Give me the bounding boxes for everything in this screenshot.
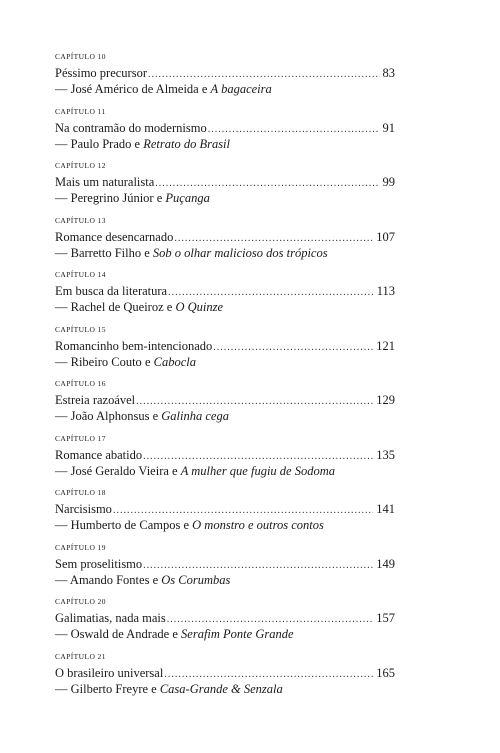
chapter-title: O brasileiro universal bbox=[55, 665, 164, 680]
toc-entry bbox=[55, 434, 395, 489]
author-name: — Oswald de Andrade bbox=[55, 627, 170, 641]
page-number: 129 bbox=[376, 393, 395, 407]
chapter-title-line bbox=[55, 120, 395, 136]
chapter-subtitle bbox=[55, 626, 395, 642]
page-number: 157 bbox=[376, 611, 395, 625]
chapter-title-line bbox=[55, 447, 395, 463]
dot-leader bbox=[213, 340, 373, 356]
chapter-subtitle bbox=[55, 81, 395, 97]
chapter-title: Sem proselitismo bbox=[55, 556, 143, 571]
chapter-subtitle bbox=[55, 681, 395, 697]
work-title: Os Corumbas bbox=[161, 572, 231, 587]
chapter-title: Mais um naturalista bbox=[55, 175, 155, 189]
page-number: 149 bbox=[376, 556, 395, 571]
chapter-number: CAPÍTULO 13 bbox=[55, 215, 106, 225]
chapter-subtitle bbox=[55, 517, 395, 533]
dot-leader bbox=[208, 122, 380, 138]
chapter-number: CAPÍTULO 17 bbox=[55, 433, 106, 443]
toc-entry bbox=[55, 325, 395, 380]
chapter-number: CAPÍTULO 10 bbox=[55, 52, 106, 61]
table-of-contents bbox=[55, 52, 395, 706]
author-name: — Ribeiro Couto bbox=[55, 354, 142, 369]
chapter-number: CAPÍTULO 14 bbox=[55, 270, 106, 279]
toc-entry bbox=[55, 543, 395, 598]
page-number: 165 bbox=[376, 665, 395, 680]
author-name: — Rachel de Queiroz bbox=[55, 300, 164, 314]
work-title: Serafim Ponte Grande bbox=[181, 627, 294, 641]
chapter-title-line bbox=[55, 665, 395, 681]
toc-entry bbox=[55, 270, 395, 325]
chapter-title-line bbox=[55, 65, 395, 81]
work-title: Cabocla bbox=[153, 354, 196, 369]
chapter-number: CAPÍTULO 18 bbox=[55, 488, 106, 497]
conjunction: e bbox=[144, 245, 150, 260]
toc-entry bbox=[55, 107, 395, 162]
author-name: — Barretto Filho bbox=[55, 245, 142, 260]
chapter-title: Romance desencarnado bbox=[55, 229, 174, 244]
chapter-subtitle bbox=[55, 463, 395, 479]
chapter-title-line bbox=[55, 392, 395, 408]
chapter-subtitle bbox=[55, 408, 395, 424]
work-title: Galinha cega bbox=[161, 409, 229, 423]
page-number: 91 bbox=[382, 120, 395, 135]
work-title: Retrato do Brasil bbox=[143, 136, 231, 151]
chapter-title-line bbox=[55, 556, 395, 572]
chapter-title-line bbox=[55, 338, 395, 354]
page-number: 121 bbox=[376, 338, 395, 353]
conjunction: e bbox=[172, 463, 178, 478]
author-name: — Amando Fontes bbox=[55, 572, 150, 587]
chapter-title-line bbox=[55, 501, 395, 517]
work-title: O monstro e outros contos bbox=[192, 518, 324, 532]
author-name: — João Alphonsus bbox=[55, 409, 150, 423]
conjunction: e bbox=[201, 82, 208, 96]
chapter-title: Na contramão do modernismo bbox=[55, 120, 207, 135]
work-title: O Quinze bbox=[175, 300, 224, 314]
work-title: A mulher que fugiu de Sodoma bbox=[180, 463, 336, 478]
conjunction: e bbox=[172, 627, 178, 641]
page-number: 83 bbox=[382, 66, 395, 80]
page-number: 99 bbox=[382, 175, 395, 189]
page-number: 135 bbox=[376, 447, 395, 462]
chapter-number: CAPÍTULO 20 bbox=[55, 597, 106, 606]
chapter-subtitle bbox=[55, 245, 395, 261]
chapter-subtitle bbox=[55, 572, 395, 588]
conjunction: e bbox=[144, 354, 151, 369]
chapter-title: Péssimo precursor bbox=[55, 66, 147, 80]
work-title: Sob o olhar malicioso dos trópicos bbox=[152, 245, 328, 260]
chapter-number: CAPÍTULO 19 bbox=[55, 542, 106, 552]
toc-entry bbox=[55, 379, 395, 434]
conjunction: e bbox=[183, 518, 190, 532]
conjunction: e bbox=[152, 409, 159, 423]
chapter-title-line bbox=[55, 229, 395, 245]
toc-entry bbox=[55, 52, 395, 107]
chapter-subtitle bbox=[55, 354, 395, 370]
author-name: — José Américo de Almeida bbox=[55, 82, 199, 96]
chapter-subtitle bbox=[55, 136, 395, 152]
chapter-title: Estreia razoável bbox=[55, 393, 136, 407]
author-name: — Paulo Prado bbox=[55, 136, 132, 151]
conjunction: e bbox=[166, 300, 173, 314]
conjunction: e bbox=[151, 681, 157, 696]
chapter-title: Galimatias, nada mais bbox=[55, 611, 166, 625]
work-title: A bagaceira bbox=[210, 82, 272, 96]
conjunction: e bbox=[156, 191, 163, 205]
toc-entry bbox=[55, 488, 395, 543]
page-number: 113 bbox=[376, 284, 395, 298]
page-number: 107 bbox=[376, 229, 395, 244]
author-name: — Peregrino Júnior bbox=[55, 191, 154, 205]
chapter-number: CAPÍTULO 15 bbox=[55, 324, 106, 334]
chapter-title: Em busca da literatura bbox=[55, 284, 168, 298]
author-name: — Humberto de Campos bbox=[55, 518, 181, 532]
chapter-subtitle bbox=[55, 190, 395, 206]
conjunction: e bbox=[152, 572, 159, 587]
author-name: — José Geraldo Vieira bbox=[55, 463, 169, 478]
work-title: Puçanga bbox=[165, 191, 210, 205]
chapter-title-line bbox=[55, 174, 395, 190]
author-name: — Gilberto Freyre bbox=[55, 681, 149, 696]
chapter-title-line bbox=[55, 610, 395, 626]
toc-entry bbox=[55, 216, 395, 271]
toc-entry bbox=[55, 597, 395, 652]
chapter-title: Romancinho bem-intencionado bbox=[55, 338, 213, 353]
page-number: 141 bbox=[376, 502, 395, 516]
chapter-number: CAPÍTULO 21 bbox=[55, 651, 106, 661]
chapter-title: Romance abatido bbox=[55, 447, 143, 462]
work-title: Casa-Grande & Senzala bbox=[159, 681, 283, 696]
conjunction: e bbox=[134, 136, 141, 151]
chapter-title-line bbox=[55, 283, 395, 299]
chapter-subtitle bbox=[55, 299, 395, 315]
chapter-number: CAPÍTULO 11 bbox=[55, 106, 106, 116]
chapter-number: CAPÍTULO 16 bbox=[55, 379, 106, 388]
toc-entry bbox=[55, 652, 395, 707]
toc-entry bbox=[55, 161, 395, 216]
chapter-title: Narcisismo bbox=[55, 502, 112, 516]
chapter-number: CAPÍTULO 12 bbox=[55, 161, 106, 170]
